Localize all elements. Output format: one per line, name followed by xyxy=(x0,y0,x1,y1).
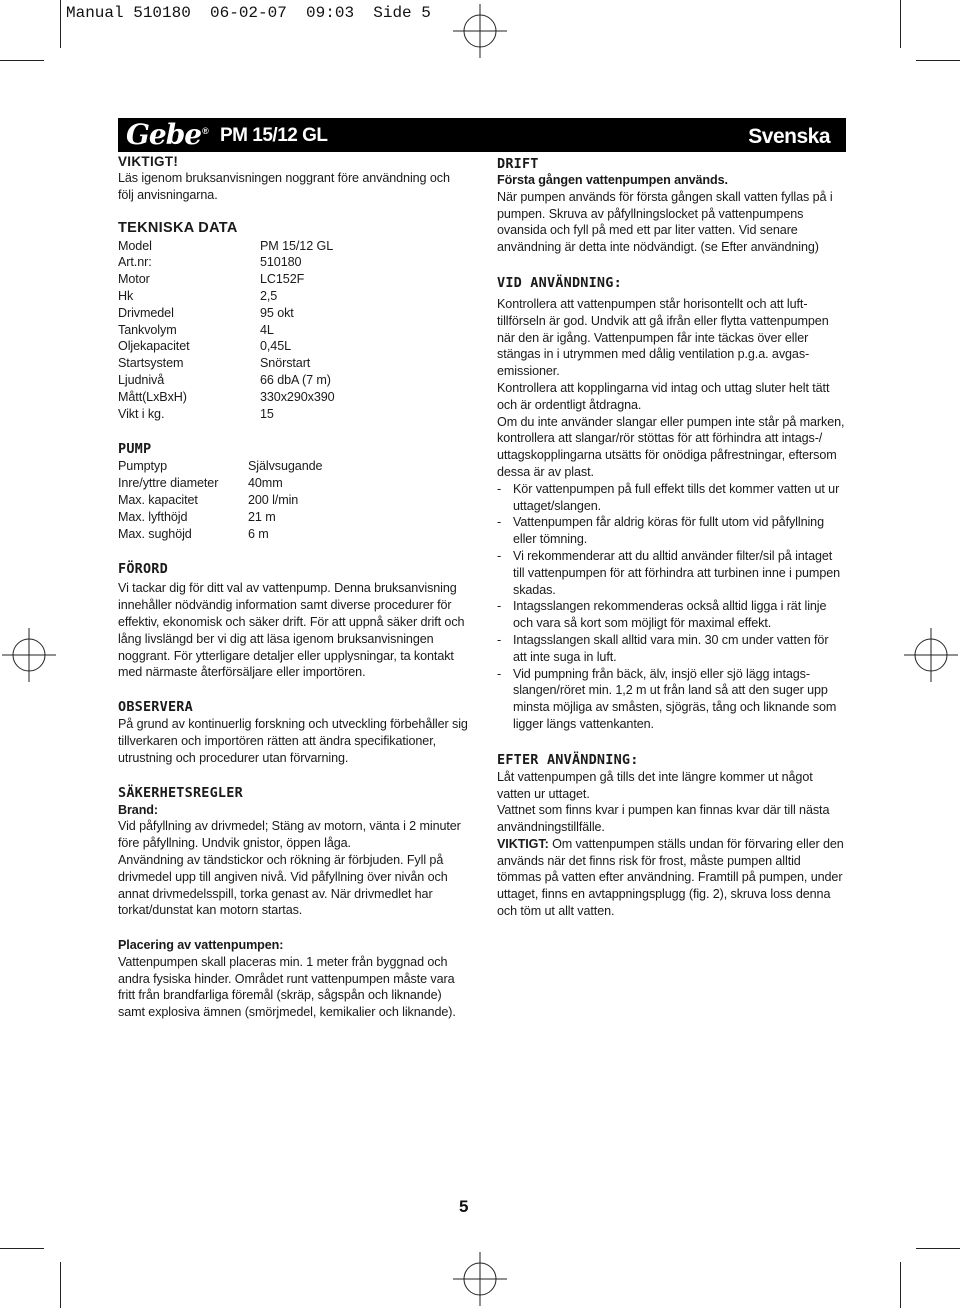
crop-mark-bottom-left xyxy=(60,1262,61,1308)
crop-mark-top-left xyxy=(60,0,61,48)
print-slug: Manual 510180 06-02-07 09:03 Side 5 xyxy=(66,4,431,22)
vid-paragraph-1: Kontrollera att vattenpumpen står horisontellt och att luft-tillförseln är god. Undvik att gå ifrån eller flytta vattenpumpen när den är igång. Vattenpumpen får inte täckas över eller stängas in i utrymmen med dålig ventilation p.g.a. avgas-emissioner. xyxy=(497,296,829,379)
model-title: PM 15/12 GL xyxy=(220,125,328,146)
language-label: Svenska xyxy=(748,125,830,148)
registration-mark-right-icon xyxy=(904,628,958,682)
spec-row: Oljekapacitet 0,45L xyxy=(118,339,292,354)
spec-row: Vikt i kg. 15 xyxy=(118,406,274,421)
tech-data-list xyxy=(118,238,470,423)
tech-data-heading: TEKNISKA DATA xyxy=(118,219,238,236)
spec-row: Tankvolym 4L xyxy=(118,322,274,337)
spec-row: Max. sughöjd 6 m xyxy=(118,526,269,541)
forord-text: Vi tackar dig för ditt val av vattenpump. Denna bruksanvisning innehåller nödvändig information samt diverse procedurer för effektiv, ekonomisk och säker drift. För att uppnå säker drift och lång livslängd ber vi dig att läsa igenom bruksanvisningen noggrant. För ytterligare detaljer eller upplysningar, ta kontakt med närmaste återförsäljare eller importören. xyxy=(118,581,465,680)
spec-row: Drivmedel 95 okt xyxy=(118,305,294,320)
vid-paragraph-3: Om du inte använder slangar eller pumpen inte står på marken, kontrollera att slangar/rör stöttas för att förhindra att intags-/ uttagskopplingarna utsätts för onödiga påfrestningar, eftersom dessa är av plast. xyxy=(497,414,845,479)
vid-paragraph-2: Kontrollera att kopplingarna vid intag och uttag sluter helt tätt och är ordentligt åtdragna. xyxy=(497,380,830,412)
crop-mark-right-top xyxy=(916,60,960,61)
brand-text-1: Vid påfyllning av drivmedel; Stäng av motorn, vänta i 2 minuter före påfyllning. Undvik gnistor, öppen låga. xyxy=(118,819,461,851)
spec-row: Startsystem Snörstart xyxy=(118,356,311,371)
brand-logo: Gebe® xyxy=(126,118,208,151)
observera-heading: OBSERVERA xyxy=(118,699,193,716)
drift-subheading: Första gången vattenpumpen används. xyxy=(497,173,728,187)
pump-spec-list xyxy=(118,458,470,542)
list-item: - Vattenpumpen får aldrig köras för fullt utom vid påfyllning eller tömning. xyxy=(497,514,845,548)
left-column xyxy=(118,154,470,1021)
sakerhetsregler-heading: SÄKERHETSREGLER xyxy=(118,784,243,801)
brand-label: Brand: xyxy=(118,802,158,817)
crop-mark-bottom-right xyxy=(900,1262,901,1308)
usage-bullet-list xyxy=(497,481,845,733)
crop-mark-left-top xyxy=(0,60,44,61)
registration-mark-bottom-icon xyxy=(453,1252,507,1306)
spec-row: Max. kapacitet 200 l/min xyxy=(118,492,299,507)
page-number: 5 xyxy=(459,1197,469,1216)
list-item: - Kör vattenpumpen på full effekt tills det kommer vatten ut ur uttaget/slangen. xyxy=(497,481,845,515)
spec-row: Motor LC152F xyxy=(118,272,305,287)
brand-text-2: Användning av tändstickor och rökning är förbjuden. Fyll på drivmedel upp till angiven nivå. Vid påfyllning över nivån och annat drivmedelsspill, torka genast av. När drivmedlet har torkat/dunstat kan motorn startas. xyxy=(118,852,448,918)
list-item: - Intagsslangen skall alltid vara min. 30 cm under vatten för att inte suga in luft. xyxy=(497,632,845,666)
viktigt-heading: VIKTIGT! xyxy=(118,154,179,169)
efter-paragraph-3: VIKTIGT: Om vattenpumpen ställs undan för förvaring eller den används när det finns risk för frost, måste pumpen alltid tömmas på vatten efter användning. Framtill på pumpen, under uttaget, finns en avtappningsplugg (fig. 2), skruva loss denna och töm ut allt vatten. xyxy=(497,836,844,919)
forord-heading: FÖRORD xyxy=(118,561,168,578)
efter-paragraph-1: Låt vattenpumpen gå tills det inte längre kommer ut något vatten ur uttaget. xyxy=(497,769,813,801)
efter-anvandning-heading: EFTER ANVÄNDNING: xyxy=(497,751,639,768)
placering-label: Placering av vattenpumpen: xyxy=(118,938,284,953)
placering-text: Vattenpumpen skall placeras min. 1 meter från byggnad och andra fysiska hinder. Området runt vattenpumpen måste vara fritt från brandfarliga föremål (skräp, sågspån och liknande) samt explosiva ämnen (smörjmedel, kemikalier och liknande). xyxy=(118,954,456,1020)
drift-heading: DRIFT xyxy=(497,156,539,172)
crop-mark-top-right xyxy=(900,0,901,48)
spec-row: Model PM 15/12 GL xyxy=(118,238,334,253)
header-bar xyxy=(118,118,846,152)
viktigt-label: VIKTIGT: xyxy=(497,836,549,851)
drift-text: När pumpen används för första gången skall vatten fyllas på i pumpen. Skruva av påfyllningslocket på vattenpumpens ovansida och fyll på med ett par liter vatten. Vid senare användning är detta inte nödvändigt. (se Efter användning) xyxy=(497,189,833,255)
vid-anvandning-heading: VID ANVÄNDNING: xyxy=(497,274,622,291)
list-item: - Vi rekommenderar att du alltid använder filter/sil på intaget till vattenpumpen för att förhindra att turbinen inne i pumpen skadas. xyxy=(497,548,845,598)
spec-row: Pumptyp Självsugande xyxy=(118,459,323,474)
viktigt-text: Läs igenom bruksanvisningen noggrant före användning och följ anvisningarna. xyxy=(118,171,450,202)
spec-row: Hk 2,5 xyxy=(118,288,278,303)
crop-mark-left-bottom xyxy=(0,1248,44,1249)
spec-row: Ljudnivå 66 dbA (7 m) xyxy=(118,372,331,387)
efter-paragraph-2: Vattnet som finns kvar i pumpen kan finnas kvar där till nästa användningstillfälle. xyxy=(497,803,830,835)
list-item: - Vid pumpning från bäck, älv, insjö eller sjö lägg intags-slangen/röret min. 1,2 m ut från land så att den suger upp minsta möjliga av småsten, sjögräs, tång och liknande som ligger längs vattenkanten. xyxy=(497,666,845,733)
crop-mark-right-bottom xyxy=(916,1248,960,1249)
right-column xyxy=(497,156,845,920)
spec-row: Max. lyfthöjd 21 m xyxy=(118,509,276,524)
list-item: - Intagsslangen rekommenderas också alltid ligga i rät linje och vara så kort som möjligt för maximal effekt. xyxy=(497,598,845,632)
spec-row: Inre/yttre diameter 40mm xyxy=(118,476,283,491)
observera-text: På grund av kontinuerlig forskning och utveckling förbehåller sig tillverkaren och importören rätten att ändra specifikationer, utrustning och procedurer utan förvarning. xyxy=(118,717,468,765)
registration-mark-left-icon xyxy=(2,628,56,682)
registration-mark-top-icon xyxy=(453,4,507,58)
pump-heading: PUMP xyxy=(118,441,152,458)
spec-row: Art.nr: 510180 xyxy=(118,255,302,270)
spec-row: Mått(LxBxH) 330x290x390 xyxy=(118,389,335,404)
